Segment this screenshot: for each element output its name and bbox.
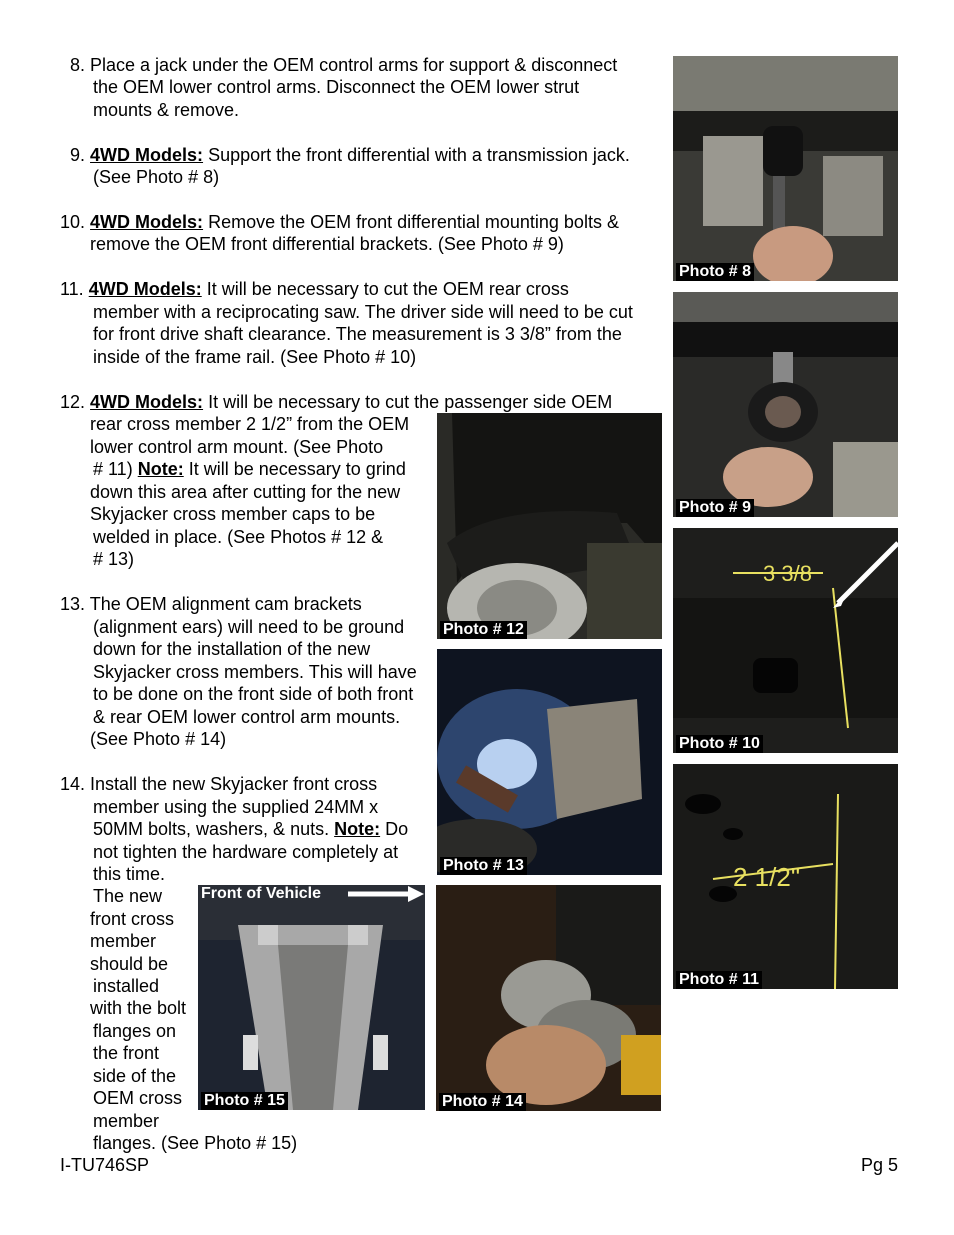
model-label: 4WD Models: <box>90 145 204 165</box>
step-14-line-9: should be <box>90 954 169 974</box>
step-14-line-13: the front <box>93 1043 160 1063</box>
photo-13 <box>437 649 662 875</box>
photo-12-caption: Photo # 12 <box>440 621 527 639</box>
step-14-line-8: member <box>90 931 157 951</box>
model-label: 4WD Models: <box>90 392 204 412</box>
step-13-line-2: (alignment ears) will need to be ground <box>93 617 405 637</box>
step-9-line-2: (See Photo # 8) <box>93 167 220 187</box>
step-9-line-1: 9. 4WD Models: Support the front differential with a transmission jack. <box>70 145 630 165</box>
step-14-line-17: flanges. (See Photo # 15) <box>93 1133 298 1153</box>
step-12-line-6: Skyjacker cross member caps to be <box>90 504 376 524</box>
step-14-line-3: 50MM bolts, washers, & nuts. Note: Do <box>93 819 409 839</box>
photo-13-image <box>437 649 662 875</box>
step-14-line-10: installed <box>93 976 160 996</box>
step-11-line-1: 11. 4WD Models: It will be necessary to cut the OEM rear cross <box>60 279 569 299</box>
photo-15-caption: Photo # 15 <box>201 1092 288 1110</box>
model-label: 4WD Models: <box>88 279 202 299</box>
photo-15 <box>198 885 425 1110</box>
photo-14-caption: Photo # 14 <box>439 1093 526 1111</box>
photo-11 <box>673 764 898 989</box>
step-14-line-7: front cross <box>90 909 175 929</box>
photo-12 <box>437 413 662 639</box>
step-13-line-4: Skyjacker cross members. This will have <box>93 662 417 682</box>
step-14-line-15: OEM cross <box>93 1088 183 1108</box>
step-12-line-7: welded in place. (See Photos # 12 & <box>93 527 384 547</box>
photo-11-caption: Photo # 11 <box>676 971 762 989</box>
step-14-line-16: member <box>93 1111 160 1131</box>
step-13-line-7: (See Photo # 14) <box>90 729 227 749</box>
step-10-line-2: remove the OEM front differential brackets. (See Photo # 9) <box>90 234 564 254</box>
photo-13-caption: Photo # 13 <box>440 857 527 875</box>
step-14-line-6: The new <box>93 886 163 906</box>
step-12-line-3: lower control arm mount. (See Photo <box>90 437 384 457</box>
step-8-line-3: mounts & remove. <box>93 100 240 120</box>
step-10-line-1: 10. 4WD Models: Remove the OEM front differential mounting bolts & <box>60 212 619 232</box>
step-13-line-3: down for the installation of the new <box>93 639 371 659</box>
photo-11-image <box>673 764 898 989</box>
photo-10-image <box>673 528 898 753</box>
step-12-line-5: down this area after cutting for the new <box>90 482 401 502</box>
step-14-line-11: with the bolt <box>90 998 187 1018</box>
photo-9-image <box>673 292 898 517</box>
step-13-line-5: to be done on the front side of both front <box>93 684 414 704</box>
photo-10-caption: Photo # 10 <box>676 735 763 753</box>
photo-15-image <box>198 885 425 1110</box>
photo-10-measure-mark: 3 3/8 <box>763 561 812 586</box>
photo-10 <box>673 528 898 753</box>
step-14-line-4: not tighten the hardware completely at <box>93 842 399 862</box>
step-14-line-14: side of the <box>93 1066 177 1086</box>
step-14-line-12: flanges on <box>93 1021 177 1041</box>
photo-14 <box>436 885 661 1111</box>
document-id: I-TU746SP <box>60 1155 150 1175</box>
photo-15-front-label: Front of Vehicle <box>201 885 322 902</box>
model-label: 4WD Models: <box>90 212 204 232</box>
photo-8-image <box>673 56 898 281</box>
step-12-line-8: # 13) <box>93 549 135 569</box>
step-11-line-2: member with a reciprocating saw. The driver side will need to be cut <box>93 302 633 322</box>
photo-9-caption: Photo # 9 <box>676 499 754 517</box>
step-13-line-6: & rear OEM lower control arm mounts. <box>93 707 401 727</box>
photo-11-measure-mark: 2 1/2" <box>733 862 801 892</box>
step-8-line-2: the OEM lower control arms. Disconnect the OEM lower strut <box>93 77 580 97</box>
photo-9 <box>673 292 898 517</box>
note-label: Note: <box>137 459 184 479</box>
step-14-line-2: member using the supplied 24MM x <box>93 797 379 817</box>
step-14-line-1: 14. Install the new Skyjacker front cross <box>60 774 378 794</box>
step-11-line-3: for front drive shaft clearance. The measurement is 3 3/8” from the <box>93 324 622 344</box>
step-11-line-4: inside of the frame rail. (See Photo # 10) <box>93 347 417 367</box>
step-12-line-2: rear cross member 2 1/2” from the OEM <box>90 414 410 434</box>
photo-14-image <box>436 885 661 1111</box>
photo-12-image <box>437 413 662 639</box>
step-13-line-1: 13. The OEM alignment cam brackets <box>60 594 362 614</box>
page-number: Pg 5 <box>860 1155 898 1175</box>
photo-8 <box>673 56 898 281</box>
step-8-line-1: 8. Place a jack under the OEM control arms for support & disconnect <box>70 55 618 75</box>
step-14-line-5: this time. <box>93 864 166 884</box>
photo-8-caption: Photo # 8 <box>676 263 754 281</box>
step-12-line-1: 12. 4WD Models: It will be necessary to cut the passenger side OEM <box>60 392 613 412</box>
note-label: Note: <box>334 819 381 839</box>
step-12-line-4: # 11) Note: It will be necessary to grind <box>93 459 406 479</box>
